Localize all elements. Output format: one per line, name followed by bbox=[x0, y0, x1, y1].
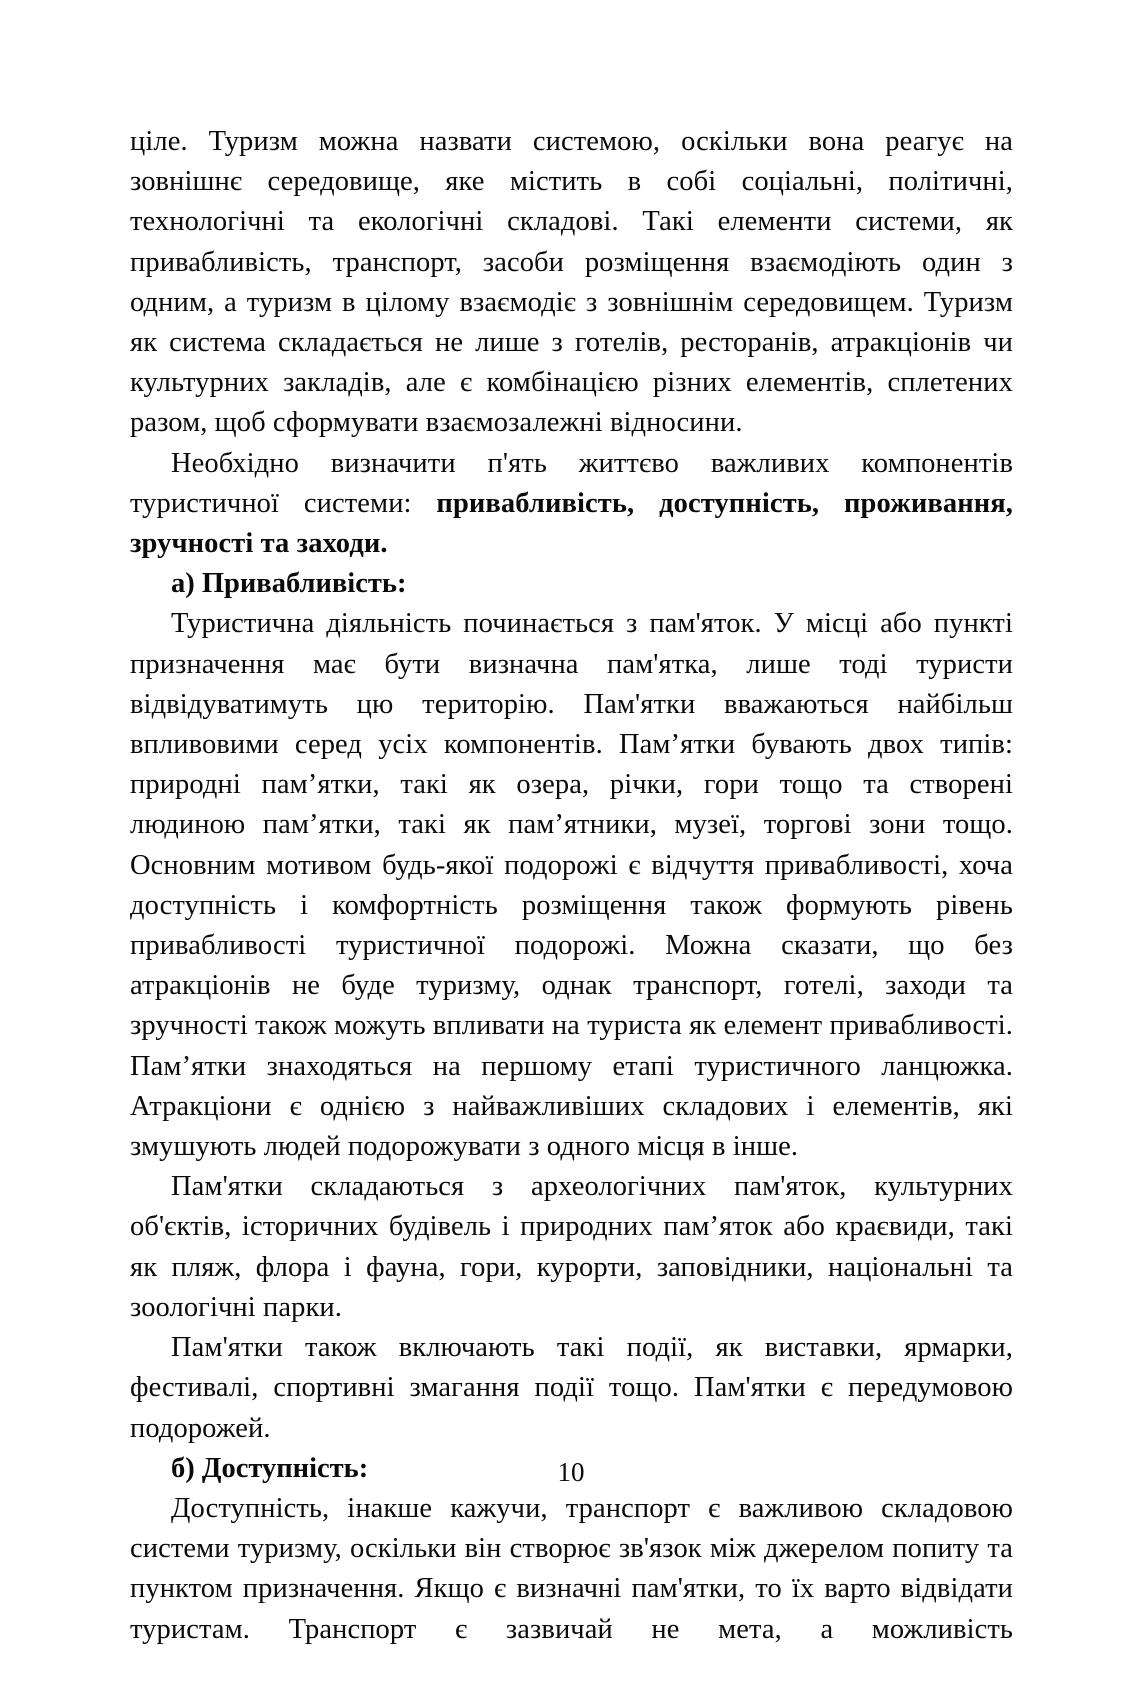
paragraph-five-components bbox=[130, 444, 1013, 565]
paragraph-text: Доступність, інакше кажучи, транспорт є важливою складовою системи туризму, оскільки він створює зв'язок між джерелом попиту та пунктом призначення. Якщо є визначні пам'ятки, то їх варто відвідати туристам. Транспорт є зазвичай не мета, а можливість bbox=[130, 1492, 1013, 1645]
paragraph-continuation bbox=[130, 122, 1013, 444]
paragraph-attraction-types bbox=[130, 1167, 1013, 1328]
item-heading-colon: : bbox=[358, 1452, 369, 1484]
paragraph-text: Пам'ятки складаються з археологічних пам'яток, культурних об'єктів, історичних будівель і природних пам’яток або краєвиди, такі як пляж, флора і фауна, гори, курорти, заповідники, національні та зоологічні парки. bbox=[130, 1171, 1013, 1323]
paragraph-text: Туристична діяльність починається з пам'яток. У місці або пункті призначення має бути визначна пам'ятка, лише тоді туристи відвідуватимуть цю територію. Пам'ятки вважаються найбільш впливовими серед усіх компонентів. Пам’ятки бувають двох типів: природні пам’ятки, такі як озера, річки, гори тощо та створені людиною пам’ятки, такі як пам’ятники, музеї, торгові зони тощо. Основним мотивом будь-якої подорожі є відчуття привабливості, хоча доступність і комфортність розміщення також формують рівень привабливості туристичної подорожі. Можна сказати, що без атракціонів не буде туризму, однак транспорт, готелі, заходи та зручності також можуть впливати на туриста як елемент привабливості. Пам’ятки знаходяться на першому етапі туристичного ланцюжка. Атракціони є однією з найважливіших складових і елементів, які змушують людей подорожувати з одного місця в інше. bbox=[130, 608, 1013, 1163]
item-heading-a-attractiveness bbox=[130, 564, 1013, 604]
item-heading-label: б) Доступність bbox=[171, 1452, 359, 1484]
paragraph-text: ціле. Туризм можна назвати системою, оскільки вона реагує на зовнішнє середовище, яке містить в собі соціальні, політичні, технологічні та екологічні складові. Такі елементи системи, як привабливість, транспорт, засоби розміщення взаємодіють один з одним, а туризм в цілому взаємодіє з зовнішнім середовищем. Туризм як система складається не лише з готелів, ресторанів, атракціонів чи культурних закладів, але є комбінацією різних елементів, сплетених разом, щоб сформувати взаємозалежні відносини. bbox=[130, 126, 1013, 439]
emphasis-component-list: привабливість, доступність, проживання, зручності та заходи. bbox=[130, 487, 1013, 560]
item-heading-label: а) Привабливість bbox=[171, 568, 397, 600]
paragraph-accessibility-body bbox=[130, 1489, 1013, 1690]
paragraph-events-attractions bbox=[130, 1328, 1013, 1449]
paragraph-text: Необхідно визначити п'ять життєво важливих компонентів туристичної системи: bbox=[130, 447, 1013, 519]
paragraph-text: Пам'ятки також включають такі події, як виставки, ярмарки, фестивалі, спортивні змагання події тощо. Пам'ятки є передумовою подорожей. bbox=[130, 1332, 1013, 1444]
page-number: 10 bbox=[557, 1457, 585, 1487]
paragraph-attractiveness-body bbox=[130, 604, 1013, 1167]
item-heading-colon: : bbox=[396, 568, 407, 600]
